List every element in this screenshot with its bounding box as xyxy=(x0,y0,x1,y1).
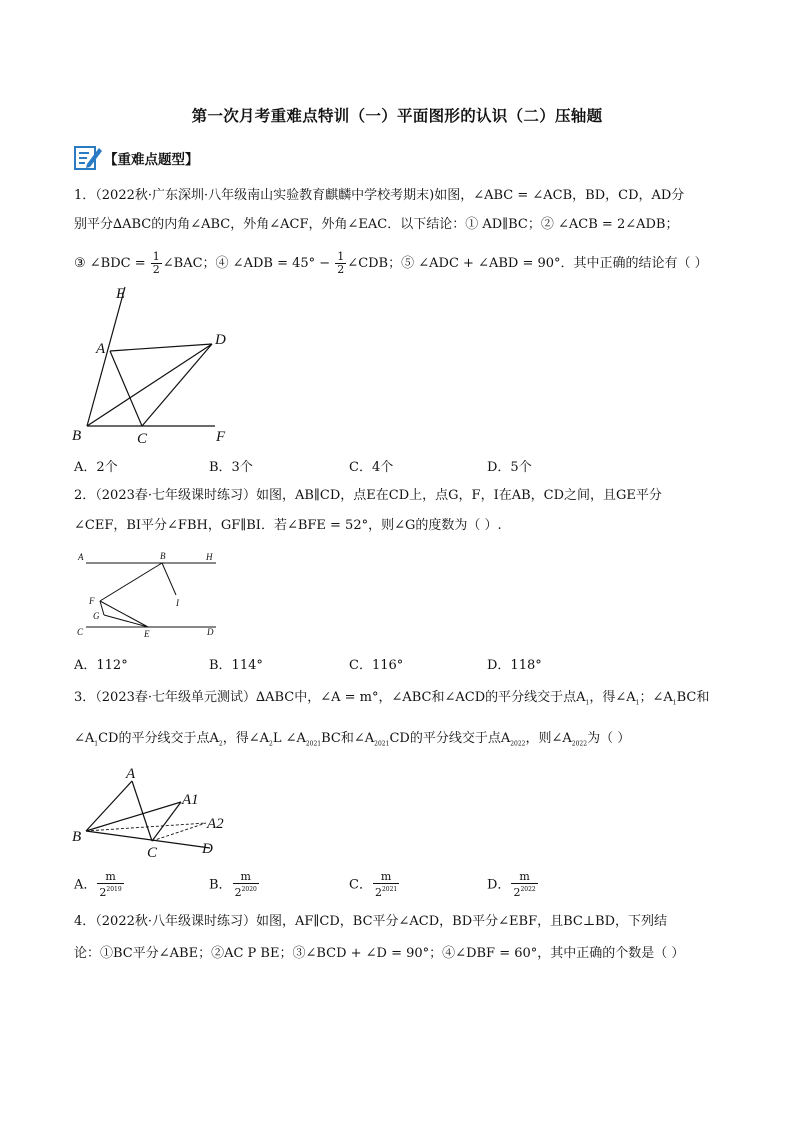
q3-l2-part3: ，得∠A xyxy=(222,731,269,746)
q1-label-b: B xyxy=(72,428,82,444)
q3-option-a-letter: A． xyxy=(74,877,97,893)
q3-label-a: A xyxy=(126,766,136,782)
q3-sub-1c: 1 xyxy=(672,699,677,707)
q1-line-1: 1．（2022秋·广东深圳·八年级南山实验教育麒麟中学校考期末)如图，∠ABC = ∠ACB，BD，CD，AD分 xyxy=(74,188,685,203)
q2-label-i: I xyxy=(176,598,179,608)
q3-sub-1b: 1 xyxy=(635,699,640,707)
q3-label-b: B xyxy=(72,829,82,845)
q3-l2-part7: ，则∠A xyxy=(525,731,572,746)
q3-label-a2: A2 xyxy=(207,816,224,832)
q3-sub-2d: 2021 xyxy=(305,740,322,748)
q3-l2-part5: BC和∠A xyxy=(321,731,375,746)
q1-line-3-part2: ∠BAC；④ ∠ADB = 45° − xyxy=(162,256,335,271)
q3-l2-part2: CD的平分线交于点A xyxy=(98,731,219,746)
q1-fraction-b xyxy=(335,251,346,276)
q3-l2-part1: ∠A xyxy=(74,731,95,746)
q2-line-2: ∠CEF，BI平分∠FBH，GF∥BI．若∠BFE = 52°，则∠G的度数为（ ）. xyxy=(74,518,502,533)
q3-a-num: m xyxy=(97,871,123,884)
q2-label-d: D xyxy=(207,627,214,637)
q1-line-3-part3: ∠CDB；⑤ ∠ADC + ∠ABD = 90°．其中正确的结论有（ ） xyxy=(347,256,708,271)
q1-label-a: A xyxy=(96,341,106,357)
q3-label-c: C xyxy=(147,845,158,860)
q3-l1-part1: 3．（2023春·七年级单元测试）∆ABC中，∠A = m°，∠ABC和∠ACD的平分线交于点A xyxy=(74,690,586,705)
q2-line-1: 2．（2023春·七年级课时练习）如图，AB∥CD，点E在CD上，点G，F，I在AB，CD之间，且GE平分 xyxy=(74,488,662,503)
q3-line-2 xyxy=(74,730,630,754)
q1-option-c[interactable]: C．4个 xyxy=(349,460,394,475)
q3-option-d-letter: D． xyxy=(487,877,511,893)
q2-option-c[interactable]: C．116° xyxy=(349,658,404,673)
q3-a-base: 2 xyxy=(99,886,107,899)
q2-option-b[interactable]: B．114° xyxy=(209,658,263,673)
q3-option-a-fraction xyxy=(97,871,123,899)
q3-option-b-letter: B． xyxy=(209,877,232,893)
q3-sub-2g: 2022 xyxy=(571,740,588,748)
q3-a-den xyxy=(97,884,123,899)
q3-b-num: m xyxy=(233,871,259,884)
q1-option-a[interactable]: A．2个 xyxy=(74,460,118,475)
q3-l1-part3: ；∠A xyxy=(639,690,673,705)
q3-sub-1a: 1 xyxy=(585,699,590,707)
q3-l2-part4: L ∠A xyxy=(272,731,306,746)
q3-d-base: 2 xyxy=(513,886,521,899)
q1-fraction-a xyxy=(151,251,162,276)
q3-sub-2f: 2022 xyxy=(510,740,526,748)
q2-label-c: C xyxy=(77,627,84,637)
q1-frac-b-den: 2 xyxy=(337,263,345,276)
q1-figure xyxy=(70,280,260,450)
q3-c-num: m xyxy=(373,871,399,884)
q3-c-exp: 2021 xyxy=(381,886,398,893)
q1-label-f: F xyxy=(216,429,226,445)
q3-sub-2b: 2 xyxy=(218,740,223,748)
q3-l1-part2: ，得∠A xyxy=(589,690,636,705)
q3-c-base: 2 xyxy=(374,886,382,899)
q3-l1-part4: BC和 xyxy=(676,690,710,705)
page-title: 第一次月考重难点特训（一）平面图形的认识（二）压轴题 xyxy=(191,106,603,125)
q3-option-c[interactable] xyxy=(349,871,400,899)
q1-line-3-part1: ③ ∠BDC = xyxy=(74,256,150,271)
q3-d-den xyxy=(511,884,537,899)
q3-option-d[interactable] xyxy=(487,871,539,899)
q3-b-exp: 2020 xyxy=(241,886,257,893)
edit-note-icon xyxy=(73,143,103,171)
q3-d-num: m xyxy=(511,871,537,884)
q3-option-a[interactable] xyxy=(74,871,125,899)
q2-label-h: H xyxy=(206,552,213,562)
q3-figure xyxy=(70,762,240,860)
q1-label-c: C xyxy=(137,431,148,447)
q1-option-b[interactable]: B．3个 xyxy=(209,460,253,475)
q3-label-a1: A1 xyxy=(182,792,199,808)
section-label: 【重难点题型】 xyxy=(104,152,199,168)
q2-label-g: G xyxy=(93,611,100,621)
q3-option-c-fraction xyxy=(373,871,399,899)
q3-option-b-fraction xyxy=(233,871,259,899)
q2-label-b: B xyxy=(160,551,166,561)
q3-option-c-letter: C． xyxy=(349,877,372,893)
q3-l2-part6: CD的平分线交于点A xyxy=(389,731,511,746)
q2-label-f: F xyxy=(89,596,95,606)
q2-figure xyxy=(74,548,224,640)
q2-option-a[interactable]: A．112° xyxy=(74,658,128,673)
q3-a-exp: 2019 xyxy=(106,886,122,893)
q1-line-2: 别平分∆ABC的内角∠ABC，外角∠ACF，外角∠EAC．以下结论：① AD∥BC；② ∠ACB = 2∠ADB； xyxy=(74,217,679,232)
q4-line-2: 论：①BC平分∠ABE；②AC P BE；③∠BCD + ∠D = 90°；④∠DBF = 60°，其中正确的个数是（ ） xyxy=(74,946,685,961)
q3-option-b[interactable] xyxy=(209,871,260,899)
q1-option-d[interactable]: D．5个 xyxy=(487,460,532,475)
q3-sub-2a: 1 xyxy=(94,740,99,748)
q3-c-den xyxy=(373,884,399,899)
q1-frac-a-num: 1 xyxy=(152,250,160,263)
q3-option-d-fraction xyxy=(511,871,537,899)
q3-sub-2e: 2021 xyxy=(374,740,390,748)
q1-label-d: D xyxy=(215,332,226,348)
q4-line-1: 4．（2022秋·八年级课时练习）如图，AF∥CD，BC平分∠ACD，BD平分∠EBF，且BC⊥BD，下列结 xyxy=(74,914,668,929)
q3-line-1 xyxy=(74,689,709,713)
q2-option-d[interactable]: D．118° xyxy=(487,658,542,673)
q3-b-den xyxy=(233,884,259,899)
q3-sub-2c: 2 xyxy=(268,740,273,748)
q1-line-3 xyxy=(74,251,708,276)
q3-d-exp: 2022 xyxy=(520,886,536,893)
q1-label-e: E xyxy=(116,286,126,302)
q2-label-e: E xyxy=(144,629,150,639)
q1-frac-b-num: 1 xyxy=(337,250,345,263)
q1-frac-a-den: 2 xyxy=(152,263,160,276)
q3-l2-part8: 为（ ） xyxy=(587,731,631,746)
q3-b-base: 2 xyxy=(234,886,242,899)
q2-label-a: A xyxy=(78,552,84,562)
q3-label-d: D xyxy=(202,841,213,857)
